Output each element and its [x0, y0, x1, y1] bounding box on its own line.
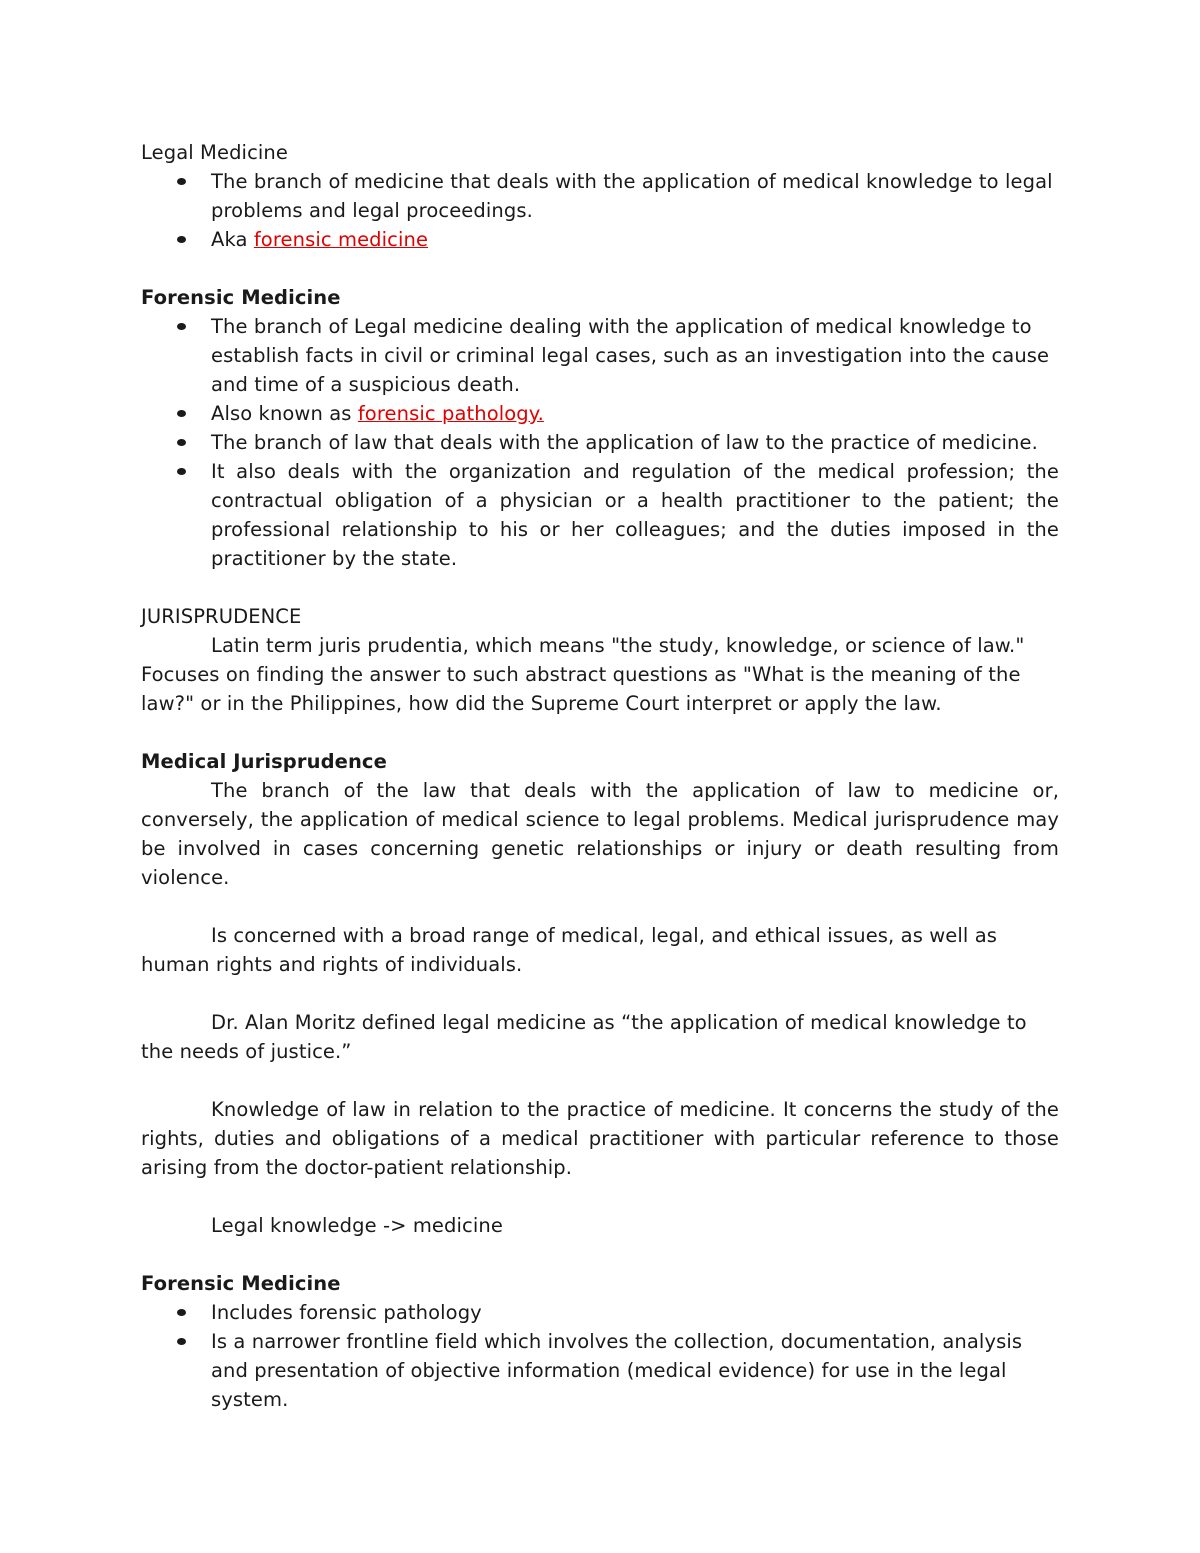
legal-medicine-list — [141, 167, 1059, 254]
medical-jurisprudence-paragraph-3: Dr. Alan Moritz defined legal medicine as “the application of medical knowledge to the needs of justice.” — [141, 1011, 1027, 1063]
jurisprudence-paragraph: Latin term juris prudentia, which means "the study, knowledge, or science of law." Focuses on finding the answer to such abstract questions as "What is the meaning of the law?" or in the Philippines, how did the Supreme Court interpret or apply the law. — [141, 634, 1025, 715]
bullet-icon — [177, 410, 186, 417]
heading-legal-medicine: Legal Medicine — [141, 141, 288, 164]
bullet-icon — [177, 1338, 186, 1345]
list-item-text: The branch of medicine that deals with the application of medical knowledge to legal problems and legal proceedings. — [211, 170, 1053, 222]
list-item-prefix: Aka — [211, 228, 254, 251]
list-item-text: It also deals with the organization and regulation of the medical profession; the contractual obligation of a physician or a health practitioner to the patient; the professional relationship to his or her colleagues; and the duties imposed in the practitioner by the state. — [211, 460, 1059, 570]
list-item-text: Is a narrower frontline field which involves the collection, documentation, analysis and presentation of objective information (medical evidence) for use in the legal system. — [211, 1330, 1023, 1411]
bullet-icon — [177, 1309, 186, 1316]
list-item-text: The branch of Legal medicine dealing with the application of medical knowledge to establish facts in civil or criminal legal cases, such as an investigation into the cause and time of a suspicious death. — [211, 315, 1050, 396]
list-item — [141, 457, 1059, 573]
list-item — [141, 1298, 1059, 1327]
list-item-text: The branch of law that deals with the application of law to the practice of medicine. — [211, 431, 1038, 454]
medical-jurisprudence-paragraph-1: The branch of the law that deals with the application of law to medicine or, conversely, the application of medical science to legal problems. Medical jurisprudence may be involved in cases concerning genetic relationships or injury or death resulting from violence. — [141, 779, 1059, 889]
medical-jurisprudence-paragraph-5: Legal knowledge -> medicine — [211, 1214, 503, 1237]
list-item — [141, 428, 1059, 457]
heading-forensic-medicine-2: Forensic Medicine — [141, 1272, 341, 1295]
forensic-medicine-link[interactable]: forensic medicine — [253, 228, 429, 251]
bullet-icon — [177, 468, 186, 475]
forensic-pathology-link[interactable]: forensic pathology. — [357, 402, 544, 425]
medical-jurisprudence-paragraph-2: Is concerned with a broad range of medical, legal, and ethical issues, as well as human rights and rights of individuals. — [141, 924, 998, 976]
list-item-text: Includes forensic pathology — [211, 1301, 482, 1324]
bullet-icon — [177, 236, 186, 243]
bullet-icon — [177, 439, 186, 446]
forensic-medicine-list — [141, 312, 1059, 573]
list-item-prefix: Also known as — [211, 402, 358, 425]
document-page — [141, 138, 1059, 1414]
bullet-icon — [177, 178, 186, 185]
list-item — [141, 312, 1059, 399]
list-item — [141, 167, 1059, 225]
forensic-medicine-list-2 — [141, 1298, 1059, 1414]
heading-medical-jurisprudence: Medical Jurisprudence — [141, 750, 387, 773]
heading-jurisprudence: JURISPRUDENCE — [141, 605, 302, 628]
medical-jurisprudence-paragraph-4: Knowledge of law in relation to the practice of medicine. It concerns the study of the rights, duties and obligations of a medical practitioner with particular reference to those arising from the doctor-patient relationship. — [141, 1098, 1059, 1179]
list-item — [141, 225, 1059, 254]
heading-forensic-medicine: Forensic Medicine — [141, 286, 341, 309]
list-item — [141, 399, 1059, 428]
bullet-icon — [177, 323, 186, 330]
list-item — [141, 1327, 1059, 1414]
